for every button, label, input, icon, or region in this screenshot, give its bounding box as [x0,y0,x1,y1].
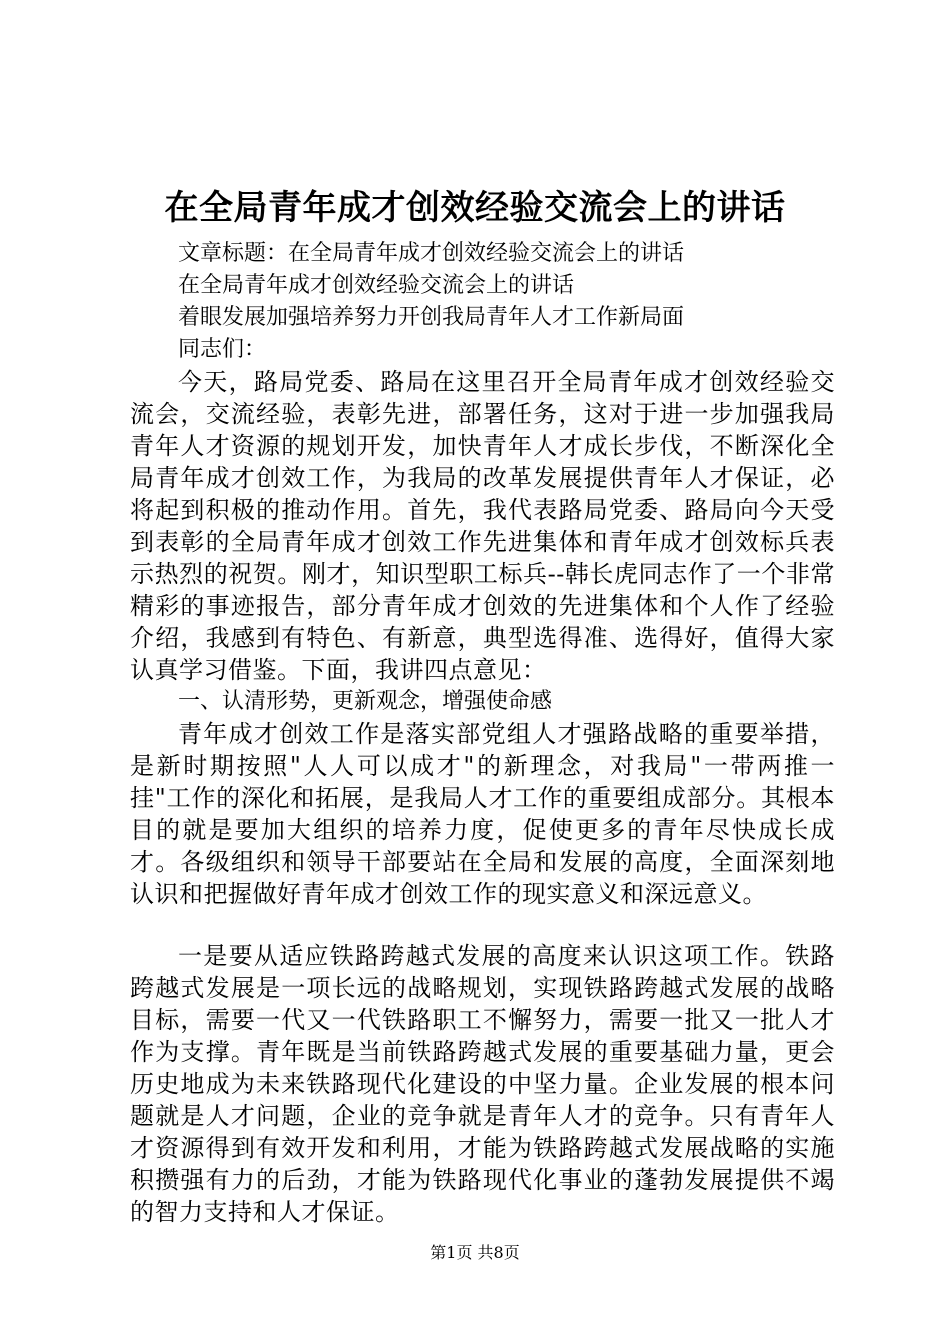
section-intro-paragraph: 青年成才创效工作是落实部党组人才强路战略的重要举措，是新时期按照"人人可以成才"的新理念，对我局"一带两推一挂"工作的深化和拓展，是我局人才工作的重要组成部分。其根本目的就是要加大组织的培养力度，促使更多的青年尽快成长成才。各级组织和领导干部要站在全局和发展的高度，全面深刻地认识和把握做好青年成才创效工作的现实意义和深远意义。 [130,720,835,908]
salutation: 同志们： [178,337,267,362]
document-body [130,238,835,1228]
section-heading: 一、认清形势，更新观念，增强使命感 [178,689,553,714]
point-one-paragraph: 一是要从适应铁路跨越式发展的高度来认识这项工作。铁路跨越式发展是一项长远的战略规划，实现铁路跨越式发展的战略目标，需要一代又一代铁路职工不懈努力，需要一批又一批人才作为支撑。青年既是当前铁路跨越式发展的重要基础力量，更会历史地成为未来铁路现代化建设的中坚力量。企业发展的根本问题就是人才问题，企业的竞争就是青年人才的竞争。只有青年人才资源得到有效开发和利用，才能为铁路跨越式发展战略的实施积攒强有力的后劲，才能为铁路现代化事业的蓬勃发展提供不竭的智力支持和人才保证。 [130,942,835,1226]
document-title: 在全局青年成才创效经验交流会上的讲话 [164,188,786,228]
page-footer: 第1页 共8页 [430,1243,520,1262]
speech-title-line: 在全局青年成才创效经验交流会上的讲话 [178,273,575,298]
article-title-line: 文章标题：在全局青年成才创效经验交流会上的讲话 [178,241,685,266]
opening-paragraph: 今天，路局党委、路局在这里召开全局青年成才创效经验交流会，交流经验，表彰先进，部署任务，这对于进一步加强我局青年人才资源的规划开发，加快青年人才成长步伐，不断深化全局青年成才创效工作，为我局的改革发展提供青年人才保证，必将起到积极的推动作用。首先，我代表路局党委、路局向今天受到表彰的全局青年成才创效工作先进集体和青年成才创效标兵表示热烈的祝贺。刚才，知识型职工标兵--韩长虎同志作了一个非常精彩的事迹报告，部分青年成才创效的先进集体和个人作了经验介绍，我感到有特色、有新意，典型选得准、选得好，值得大家认真学习借鉴。下面，我讲四点意见： [130,368,835,684]
subtitle-line: 着眼发展加强培养努力开创我局青年人才工作新局面 [178,305,685,330]
paragraph-gap [130,910,835,940]
